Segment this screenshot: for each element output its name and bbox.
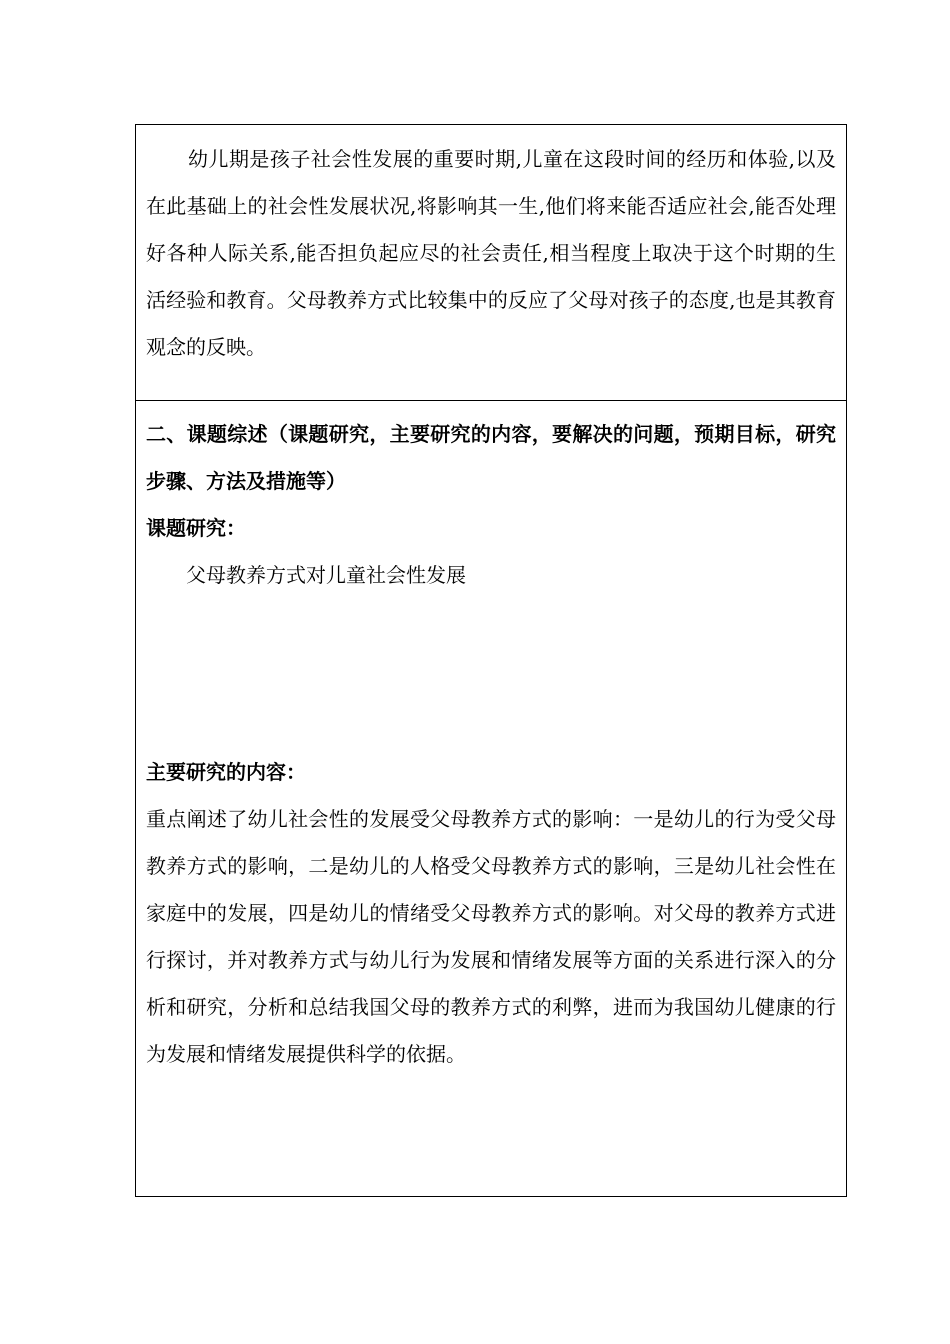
blank-space <box>146 599 836 749</box>
topic-label: 课题研究： <box>146 516 246 540</box>
topic-text: 父母教养方式对儿童社会性发展 <box>186 563 466 587</box>
intro-cell <box>136 125 846 400</box>
intro-paragraph: 幼儿期是孩子社会性发展的重要时期,儿童在这段时间的经历和体验,以及在此基础上的社会性发展状况,将影响其一生,他们将来能否适应社会,能否处理好各种人际关系,能否担负起应尽的社会责任,相当程度上取决于这个时期的生活经验和教育。父母教养方式比较集中的反应了父母对孩子的态度,也是其教育观念的反映。 <box>146 147 836 359</box>
document-table <box>135 124 847 1197</box>
content-label: 主要研究的内容： <box>146 760 306 784</box>
review-cell <box>136 400 846 1196</box>
section-heading: 二、课题综述（课题研究，主要研究的内容，要解决的问题，预期目标，研究步骤、方法及措施等） <box>146 422 836 493</box>
content-paragraph: 重点阐述了幼儿社会性的发展受父母教养方式的影响：一是幼儿的行为受父母教养方式的影响，二是幼儿的人格受父母教养方式的影响，三是幼儿社会性在家庭中的发展，四是幼儿的情绪受父母教养方式的影响。对父母的教养方式进行探讨，并对教养方式与幼儿行为发展和情绪发展等方面的关系进行深入的分析和研究，分析和总结我国父母的教养方式的利弊，进而为我国幼儿健康的行为发展和情绪发展提供科学的依据。 <box>146 807 836 1066</box>
